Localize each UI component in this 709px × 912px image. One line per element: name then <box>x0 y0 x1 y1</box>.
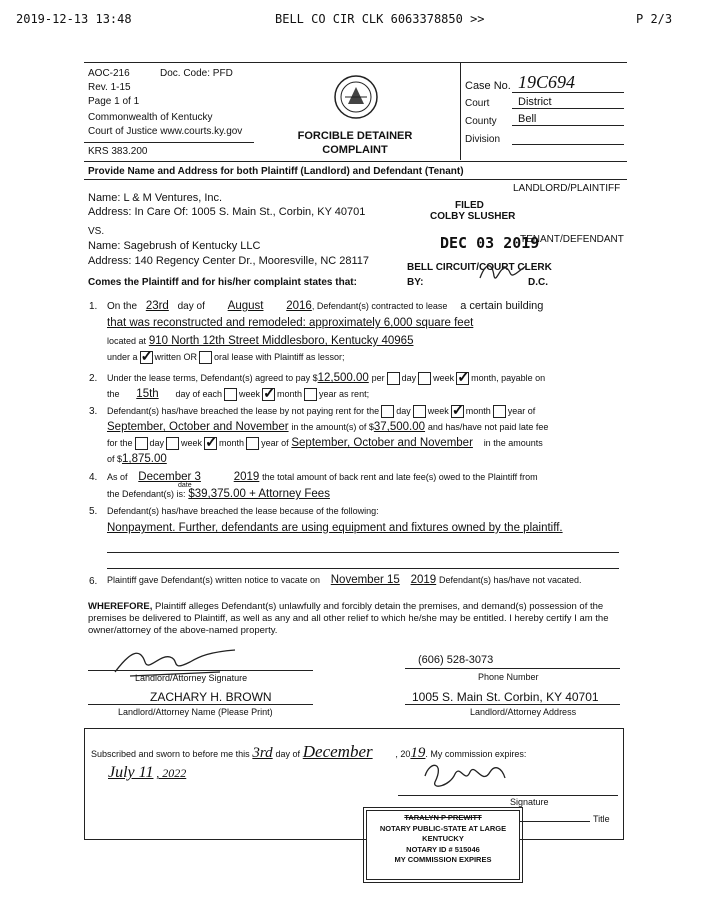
each-week-checkbox[interactable] <box>224 388 237 401</box>
signature-label: Signature <box>510 797 549 807</box>
i2-week2: week <box>239 389 261 400</box>
breach-week-checkbox[interactable] <box>413 405 426 418</box>
i4-date-label: date <box>178 482 192 489</box>
i1-address: 910 North 12th Street Middlesboro, Kentucky 40965 <box>148 335 414 347</box>
i3-month2: month <box>219 438 245 449</box>
i3-text: Defendant(s) has/have breached the lease by not paying rent for the <box>107 406 380 417</box>
fax-page: P 2/3 <box>636 12 673 26</box>
wherefore-bold: WHEREFORE, <box>88 601 153 612</box>
name-label: Landlord/Attorney Name (Please Print) <box>118 707 273 717</box>
i2-day: day <box>401 373 417 384</box>
late-day-checkbox[interactable] <box>135 437 148 450</box>
kentucky-seal-icon <box>333 74 379 120</box>
notary-stamp <box>366 810 520 880</box>
defendant-address: Address: 140 Regency Center Dr., Mooresville, NC 28117 <box>88 255 370 267</box>
notary-commission: . My commission expires: <box>425 749 527 759</box>
i3-late-amount: 1,875.00 <box>122 453 167 465</box>
vs-label: VS. <box>88 226 105 237</box>
each-year-checkbox[interactable] <box>304 388 317 401</box>
court-of-justice: Court of Justice www.courts.ky.gov <box>88 126 243 137</box>
form-subtitle: COMPLAINT <box>322 144 388 156</box>
i1-property: a certain building <box>460 300 544 312</box>
i3-late: and has/have not paid late fee <box>427 422 549 432</box>
late-month-checkbox[interactable] <box>204 437 217 450</box>
plaintiff-address: Address: In Care Of: 1005 S. Main St., Corbin, KY 40701 <box>88 206 366 218</box>
division-label: Division <box>465 134 501 145</box>
form-title: FORCIBLE DETAINER <box>297 130 413 142</box>
i2-amount: 12,500.00 <box>317 372 369 385</box>
stamp-line4: MY COMMISSION EXPIRES <box>394 855 492 864</box>
i4-text2: the Defendant(s) is: <box>107 489 186 499</box>
form-page: Page 1 of 1 <box>88 96 140 107</box>
i3-day: day <box>396 406 411 417</box>
per-week-checkbox[interactable] <box>418 372 431 385</box>
case-number: 19C694 <box>518 72 576 92</box>
case-no-label: Case No. <box>465 80 511 92</box>
commonwealth: Commonwealth of Kentucky <box>88 112 213 123</box>
stamp-office: BELL CIRCUIT/COURT CLERK <box>407 262 552 273</box>
breach-day-checkbox[interactable] <box>381 405 394 418</box>
i1-located: located at <box>107 336 147 346</box>
i2-year: year as rent; <box>319 389 370 400</box>
stamp-filed: FILED <box>455 200 484 211</box>
notary-signature <box>420 756 510 799</box>
county-value: Bell <box>518 113 537 125</box>
stamp-line3: NOTARY ID # 515046 <box>406 844 480 854</box>
i1-day: 23rd <box>145 300 169 312</box>
i2-month2: month <box>277 389 303 400</box>
stamp-line2: KENTUCKY <box>422 834 464 843</box>
plaintiff-name: Name: L & M Ventures, Inc. <box>88 192 223 204</box>
landlord-address: 1005 S. Main St. Corbin, KY 40701 <box>412 690 599 704</box>
per-month-checkbox[interactable] <box>456 372 469 385</box>
court-label: Court <box>465 98 490 109</box>
parties-instruction: Provide Name and Address for both Plaintiff (Landlord) and Defendant (Tenant) <box>88 166 464 177</box>
stamp-line1: NOTARY PUBLIC-STATE AT LARGE <box>379 823 507 833</box>
i3-year: year of <box>507 406 536 417</box>
i3-of: of $ <box>107 454 123 464</box>
i4-asof: As of <box>107 472 128 482</box>
fax-datetime: 2019-12-13 13:48 <box>16 12 132 26</box>
stamp-date: DEC 03 2019 <box>440 234 540 252</box>
i3-yearof: year of <box>261 438 289 449</box>
stamp-dc: D.C. <box>528 277 548 288</box>
notary-year-prefix: , 20 <box>395 749 411 759</box>
i5-text: Defendant(s) has/have breached the lease because of the following: <box>107 506 379 516</box>
notary-month: December <box>302 742 373 761</box>
i4-amount: $39,375.00 + Attorney Fees <box>188 488 330 500</box>
notary-year: 19 <box>410 745 426 761</box>
doc-code: Doc. Code: PFD <box>160 68 233 79</box>
stamp-notary-name: TARALYN P PREWITT <box>404 813 482 822</box>
clerk-initials-signature <box>478 258 528 289</box>
defendant-name: Name: Sagebrush of Kentucky LLC <box>88 240 261 252</box>
i1-on: On the <box>107 301 138 312</box>
i6-text2: Defendant(s) has/have not vacated. <box>438 575 582 585</box>
i1-text: , Defendant(s) contracted to lease <box>311 301 448 311</box>
court-value: District <box>518 96 552 108</box>
i3-week2: week <box>181 438 203 449</box>
i2-the: the <box>107 389 120 400</box>
sig-label: Landlord/Attorney Signature <box>135 673 248 683</box>
i1-dayof: day of <box>177 301 205 312</box>
defendant-role: TENANT/DEFENDANT <box>520 234 624 245</box>
i1-month: August <box>227 300 264 312</box>
i1-under: under a <box>107 352 138 363</box>
form-code: AOC-216 <box>88 68 130 79</box>
notary-day: 3rd <box>252 745 273 761</box>
i6-year: 2019 <box>410 574 437 586</box>
each-month-checkbox[interactable] <box>262 388 275 401</box>
i5-reason: Nonpayment. Further, defendants are using equipment and fixtures owned by the plaintiff. <box>107 522 563 534</box>
oral-lease-checkbox[interactable] <box>199 351 212 364</box>
i3-month: month <box>465 406 491 417</box>
breach-month-checkbox[interactable] <box>451 405 464 418</box>
per-day-checkbox[interactable] <box>387 372 400 385</box>
i4-text: the total amount of back rent and late fee(s) owed to the Plaintiff from <box>262 472 538 482</box>
stamp-clerk: COLBY SLUSHER <box>430 211 516 222</box>
i3-amounts: in the amounts <box>483 438 543 449</box>
i6-date: November 15 <box>330 574 400 586</box>
plaintiff-role: LANDLORD/PLAINTIFF <box>513 183 621 194</box>
stamp-by: BY: <box>407 277 424 288</box>
i3-period: September, October and November <box>107 421 289 433</box>
i2-dayeach: day of each <box>175 389 223 400</box>
i4-date: December 3 <box>138 471 201 483</box>
i2-month: month, payable on <box>471 373 546 384</box>
address-label: Landlord/Attorney Address <box>470 707 577 717</box>
form-rev: Rev. 1-15 <box>88 82 131 93</box>
i2-text: Under the lease terms, Defendant(s) agreed to pay $ <box>107 373 318 384</box>
notary-dayof: day of <box>275 749 300 759</box>
i3-amount: 37,500.00 <box>373 421 426 433</box>
wherefore-paragraph <box>88 601 623 637</box>
i3-period2: September, October and November <box>291 437 473 450</box>
notary-subscribed: Subscribed and sworn to before me this <box>91 749 250 759</box>
krs: KRS 383.200 <box>88 146 148 157</box>
printed-name: ZACHARY H. BROWN <box>150 690 272 704</box>
notary-exp-year: , 2022 <box>156 766 187 780</box>
i1-oral: oral lease with Plaintiff as lessor; <box>214 352 345 363</box>
phone-value: (606) 528-3073 <box>418 654 494 666</box>
complaint-intro: Comes the Plaintiff and for his/her complaint states that: <box>88 277 357 288</box>
county-label: County <box>465 116 497 127</box>
i4-year: 2019 <box>233 471 260 483</box>
wherefore-text: Plaintiff alleges Defendant(s) unlawfully and forcibly detain the premises, and demand(s) possession of the premises be delivered to Plaintiff, as well as any and all other relief to which he/she may be entitled. I hereby certify I am the owner/attorney of the above-named property. <box>88 601 609 636</box>
fax-sender: BELL CO CIR CLK 6063378850 >> <box>275 12 485 26</box>
i3-amount-label: in the amount(s) of $ <box>291 422 374 432</box>
i1-property2: that was reconstructed and remodeled: approximately 6,000 square feet <box>107 317 474 329</box>
title-label: Title <box>593 814 610 824</box>
i3-day2: day <box>149 438 165 449</box>
i2-week: week <box>433 373 455 384</box>
i3-week: week <box>427 406 449 417</box>
i2-per: per <box>371 373 385 384</box>
i1-year: 2016 <box>286 300 312 312</box>
phone-label: Phone Number <box>478 672 539 682</box>
late-week-checkbox[interactable] <box>166 437 179 450</box>
breach-year-checkbox[interactable] <box>493 405 506 418</box>
late-year-checkbox[interactable] <box>246 437 259 450</box>
i3-for: for the <box>107 438 133 449</box>
i2-payday: 15th <box>136 388 159 401</box>
notary-expires: July 11 <box>108 764 154 781</box>
written-lease-checkbox[interactable] <box>140 351 153 364</box>
i6-text: Plaintiff gave Defendant(s) written notice to vacate on <box>107 575 320 585</box>
i1-written: written OR <box>154 352 198 363</box>
